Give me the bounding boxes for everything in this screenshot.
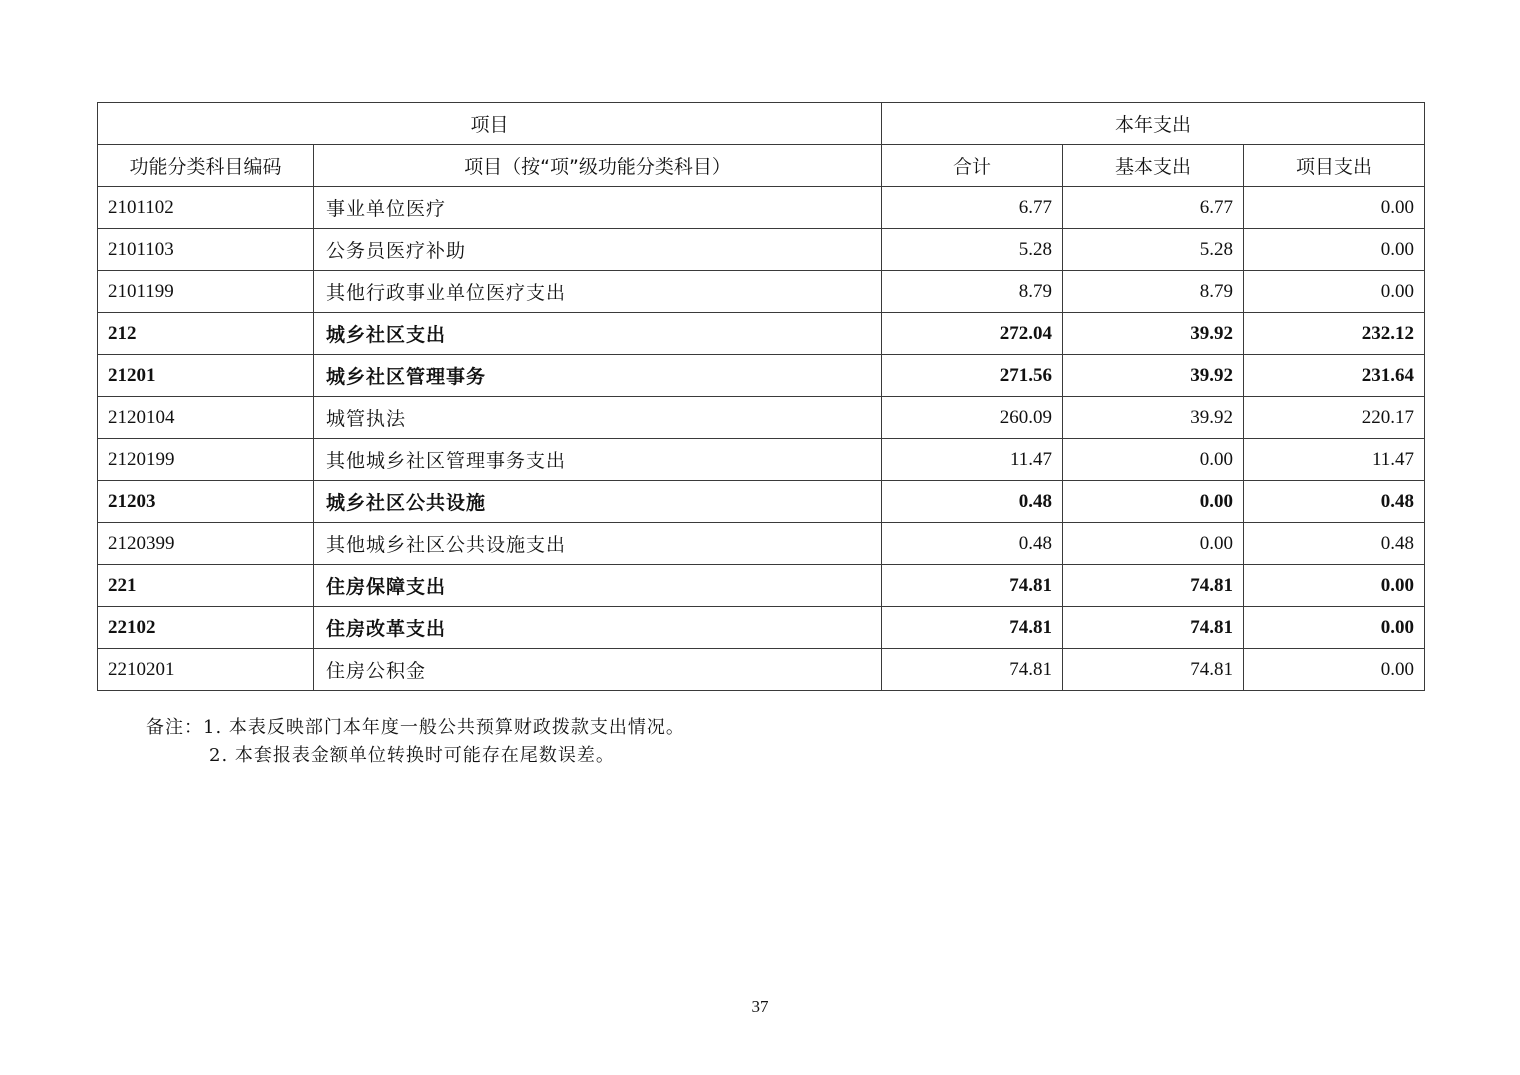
cell-basic: 8.79: [1063, 271, 1244, 313]
cell-total: 272.04: [882, 313, 1063, 355]
cell-total: 74.81: [882, 607, 1063, 649]
table-row: [98, 313, 1425, 355]
cell-name: 住房改革支出: [314, 607, 882, 649]
cell-name: 住房公积金: [314, 649, 882, 691]
cell-basic: 0.00: [1063, 481, 1244, 523]
table-row: [98, 187, 1425, 229]
cell-project: 0.00: [1244, 271, 1425, 313]
cell-basic: 39.92: [1063, 313, 1244, 355]
cell-project: 231.64: [1244, 355, 1425, 397]
table-row: [98, 565, 1425, 607]
header-current-year-group: 本年支出: [882, 103, 1425, 145]
cell-basic: 74.81: [1063, 607, 1244, 649]
header-project: 项目支出: [1244, 145, 1425, 187]
cell-code: 221: [98, 565, 314, 607]
cell-project: 0.00: [1244, 187, 1425, 229]
cell-project: 0.00: [1244, 649, 1425, 691]
cell-code: 2101199: [98, 271, 314, 313]
cell-code: 2120199: [98, 439, 314, 481]
cell-total: 0.48: [882, 481, 1063, 523]
cell-code: 22102: [98, 607, 314, 649]
cell-basic: 0.00: [1063, 439, 1244, 481]
cell-total: 5.28: [882, 229, 1063, 271]
cell-total: 11.47: [882, 439, 1063, 481]
cell-total: 0.48: [882, 523, 1063, 565]
cell-basic: 39.92: [1063, 397, 1244, 439]
table-body: [98, 187, 1425, 691]
cell-name: 城管执法: [314, 397, 882, 439]
cell-code: 212: [98, 313, 314, 355]
header-name: 项目（按“项”级功能分类科目）: [314, 145, 882, 187]
cell-project: 0.48: [1244, 523, 1425, 565]
cell-code: 2120399: [98, 523, 314, 565]
note-line-1: 备注：1. 本表反映部门本年度一般公共预算财政拨款支出情况。: [146, 717, 685, 738]
cell-name: 其他行政事业单位医疗支出: [314, 271, 882, 313]
table-row: [98, 229, 1425, 271]
cell-code: 21203: [98, 481, 314, 523]
cell-total: 271.56: [882, 355, 1063, 397]
cell-name: 事业单位医疗: [314, 187, 882, 229]
budget-table: [97, 102, 1425, 691]
table-row: [98, 481, 1425, 523]
cell-name: 城乡社区支出: [314, 313, 882, 355]
cell-total: 6.77: [882, 187, 1063, 229]
page-number: 37: [751, 997, 769, 1016]
header-row-group: [98, 103, 1425, 145]
table-row: [98, 355, 1425, 397]
cell-name: 城乡社区管理事务: [314, 355, 882, 397]
cell-project: 0.00: [1244, 565, 1425, 607]
cell-basic: 39.92: [1063, 355, 1244, 397]
cell-name: 其他城乡社区管理事务支出: [314, 439, 882, 481]
note-line-2: 2. 本套报表金额单位转换时可能存在尾数误差。: [209, 745, 615, 766]
cell-project: 0.48: [1244, 481, 1425, 523]
cell-basic: 6.77: [1063, 187, 1244, 229]
cell-basic: 74.81: [1063, 649, 1244, 691]
table-row: [98, 649, 1425, 691]
header-row-columns: [98, 145, 1425, 187]
cell-total: 8.79: [882, 271, 1063, 313]
header-total: 合计: [882, 145, 1063, 187]
cell-project: 232.12: [1244, 313, 1425, 355]
table-row: [98, 397, 1425, 439]
cell-total: 74.81: [882, 565, 1063, 607]
cell-code: 21201: [98, 355, 314, 397]
cell-project: 11.47: [1244, 439, 1425, 481]
cell-code: 2210201: [98, 649, 314, 691]
cell-project: 0.00: [1244, 229, 1425, 271]
table-row: [98, 607, 1425, 649]
cell-project: 0.00: [1244, 607, 1425, 649]
cell-code: 2101103: [98, 229, 314, 271]
table-row: [98, 523, 1425, 565]
cell-total: 260.09: [882, 397, 1063, 439]
table-row: [98, 271, 1425, 313]
cell-name: 住房保障支出: [314, 565, 882, 607]
notes: [146, 714, 685, 770]
header-project-group: 项目: [98, 103, 882, 145]
cell-basic: 5.28: [1063, 229, 1244, 271]
cell-code: 2120104: [98, 397, 314, 439]
cell-total: 74.81: [882, 649, 1063, 691]
header-code: 功能分类科目编码: [98, 145, 314, 187]
cell-name: 公务员医疗补助: [314, 229, 882, 271]
cell-project: 220.17: [1244, 397, 1425, 439]
cell-basic: 74.81: [1063, 565, 1244, 607]
header-basic: 基本支出: [1063, 145, 1244, 187]
cell-code: 2101102: [98, 187, 314, 229]
cell-name: 城乡社区公共设施: [314, 481, 882, 523]
table-row: [98, 439, 1425, 481]
cell-name: 其他城乡社区公共设施支出: [314, 523, 882, 565]
cell-basic: 0.00: [1063, 523, 1244, 565]
